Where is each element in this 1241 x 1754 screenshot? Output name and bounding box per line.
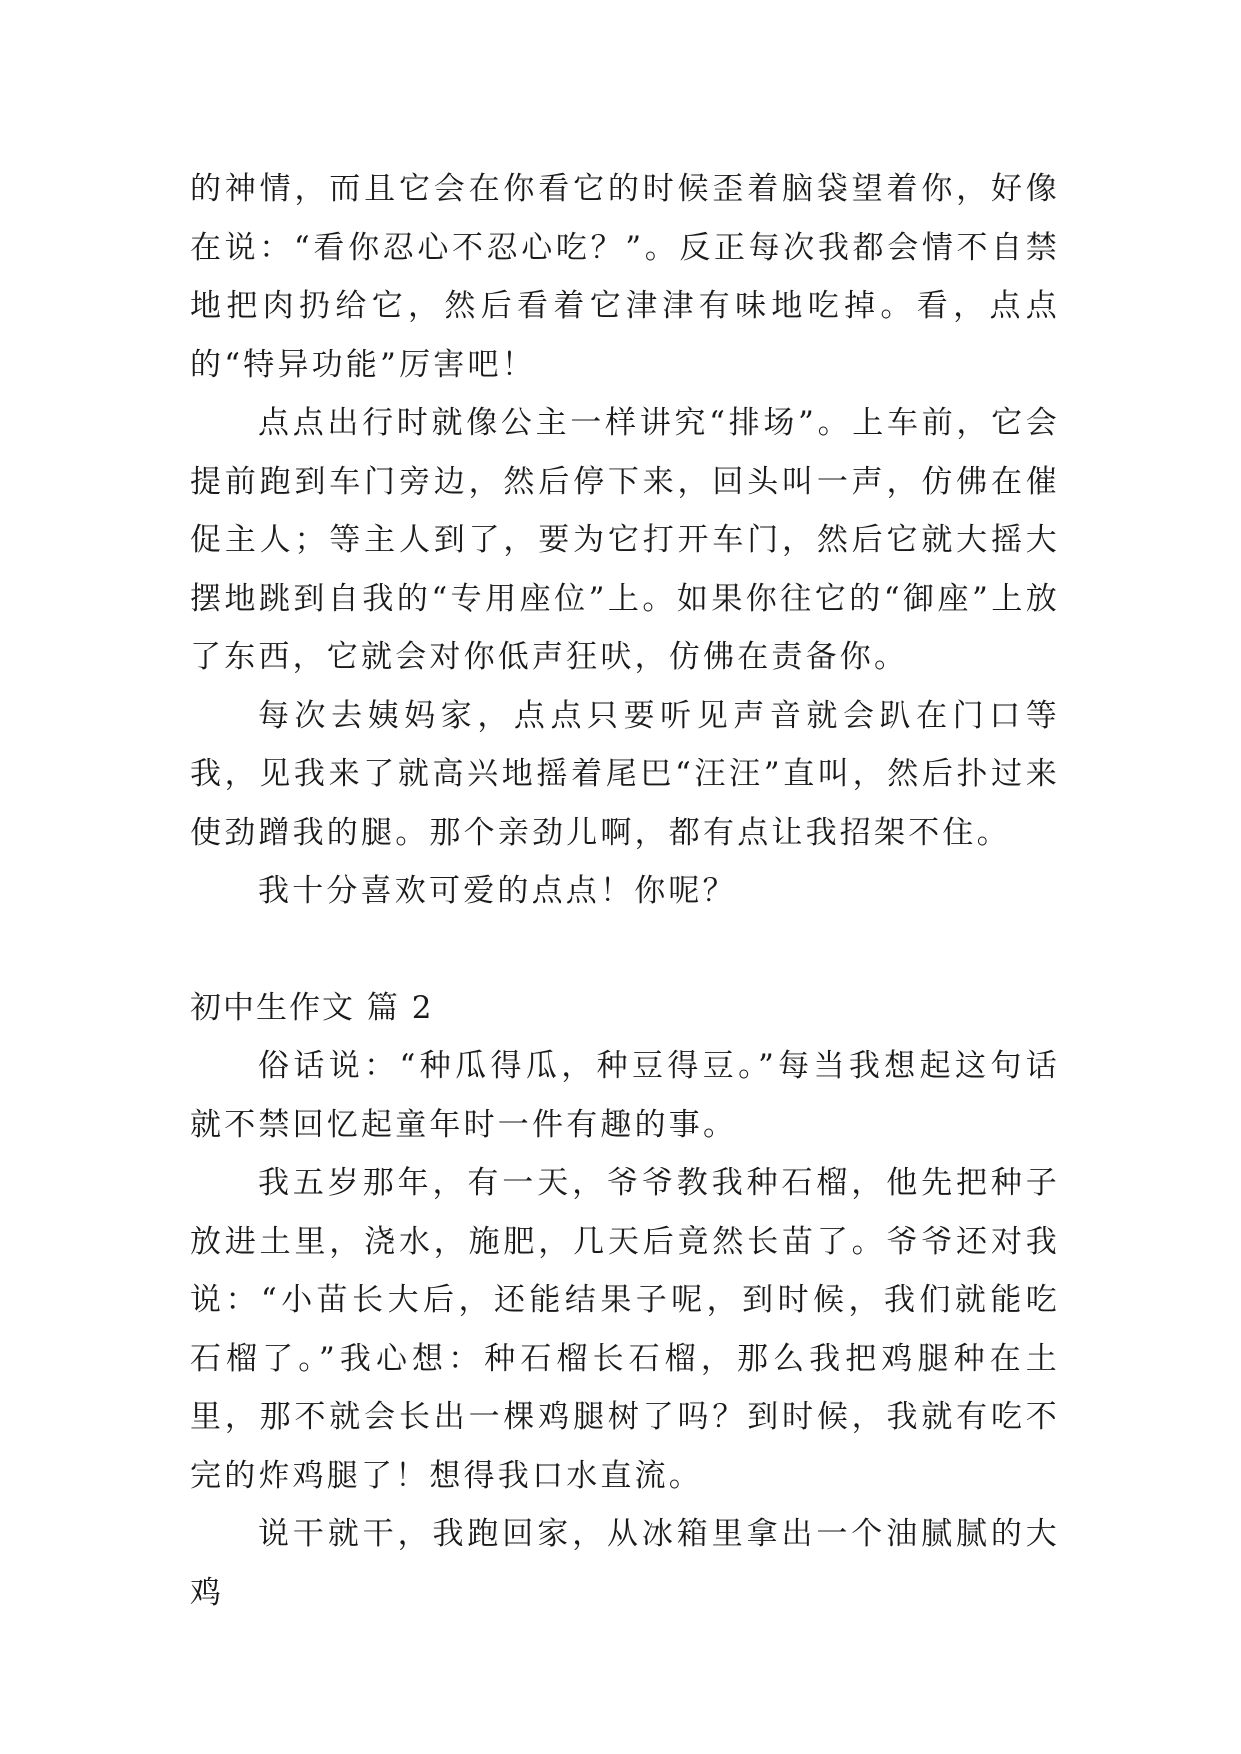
paragraph: 说干就干，我跑回家，从冰箱里拿出一个油腻腻的大鸡 (190, 1516, 1060, 1611)
paragraph: 点点出行时就像公主一样讲究“排场”。上车前，它会提前跑到车门旁边，然后停下来，回头叫一声，仿佛在催促主人；等主人到了，要为它打开车门，然后它就大摇大摆地跳到自我的“专用座位”上。如果你往它的“御座”上放了东西，它就会对你低声狂吠，仿佛在责备你。 (190, 405, 1060, 675)
section-title: 初中生作文 篇 2 (190, 989, 434, 1026)
paragraph-continuation: 的神情，而且它会在你看它的时候歪着脑袋望着你，好像在说：“看你忍心不忍心吃？”。反正每次我都会情不自禁地把肉扔给它，然后看着它津津有味地吃掉。看，点点的“特异功能”厉害吧！ (190, 171, 1060, 383)
paragraph: 我十分喜欢可爱的点点！你呢？ (258, 873, 737, 909)
paragraph: 每次去姨妈家，点点只要听见声音就会趴在门口等我，见我来了就高兴地摇着尾巴“汪汪”直叫，然后扑过来使劲蹭我的腿。那个亲劲儿啊，都有点让我招架不住。 (190, 697, 1060, 851)
essay-body (190, 160, 1060, 1622)
paragraph: 我五岁那年，有一天，爷爷教我种石榴，他先把种子放进土里，浇水，施肥，几天后竟然长苗了。爷爷还对我说：“小苗长大后，还能结果子呢，到时候，我们就能吃石榴了。”我心想：种石榴长石榴，那么我把鸡腿种在土里，那不就会长出一棵鸡腿树了吗？到时候，我就有吃不完的炸鸡腿了！想得我口水直流。 (190, 1165, 1060, 1494)
paragraph: 俗话说：“种瓜得瓜，种豆得豆。”每当我想起这句话就不禁回忆起童年时一件有趣的事。 (190, 1048, 1060, 1143)
